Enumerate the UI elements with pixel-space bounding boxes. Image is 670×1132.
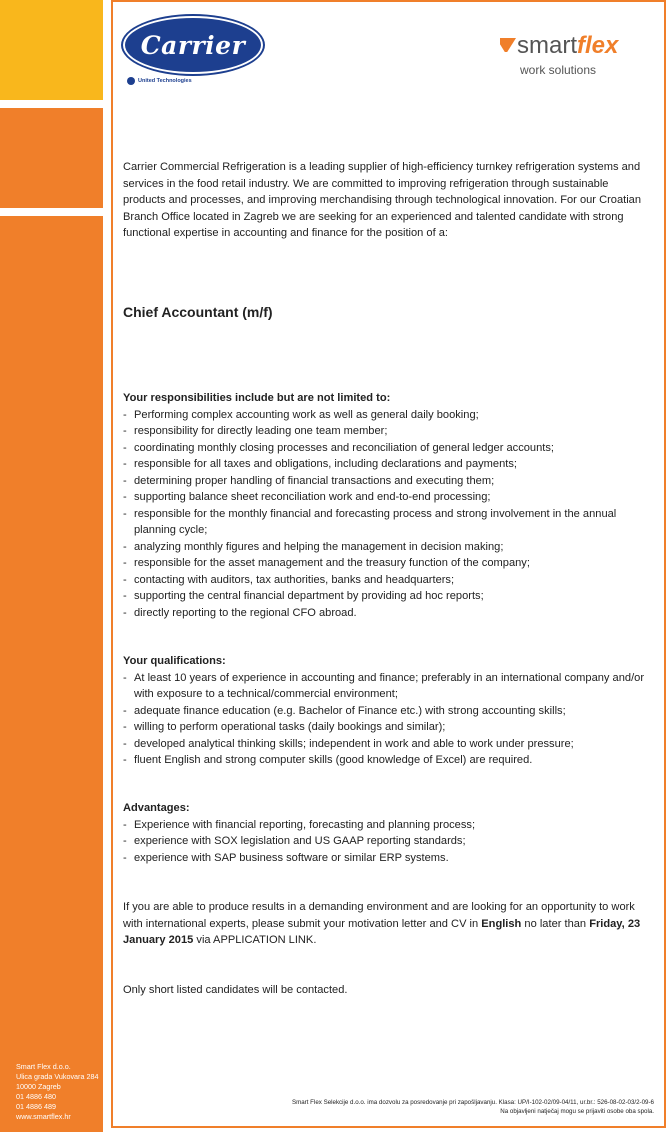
smartflex-logo [500, 32, 660, 80]
qualifications-section [123, 653, 651, 769]
qualifications-heading: Your qualifications: [123, 655, 226, 667]
qualifications-list [123, 670, 651, 769]
carrier-logo-text: Carrier [140, 30, 246, 60]
list-item: - Performing complex accounting work as well as general daily booking; [123, 407, 651, 424]
list-item: - supporting the central financial department by providing ad hoc reports; [123, 588, 651, 605]
list-item: - determining proper handling of financial transactions and executing them; [123, 473, 651, 490]
legal-notice [234, 1098, 654, 1116]
united-technologies-badge [127, 77, 192, 85]
responsibilities-section [123, 390, 651, 621]
list-item: - responsible for the asset management and the treasury function of the company; [123, 555, 651, 572]
closing-deadline: Friday, 23 January 2015 [123, 917, 641, 946]
list-item: - responsible for the monthly financial and forecasting process and strong involvement in the annual planning cycle; [123, 506, 651, 539]
list-item: - experience with SAP business software or similar ERP systems. [123, 850, 651, 867]
closing-section [123, 899, 651, 949]
company-address [16, 1062, 104, 1122]
website-link[interactable]: www.smartflex.hr [16, 1112, 71, 1121]
address-line: 01 4886 489 [16, 1102, 56, 1111]
closing-paragraph [123, 899, 651, 949]
closing-text-2: no later than [521, 917, 590, 930]
job-title: Chief Accountant (m/f) [123, 304, 273, 320]
smartflex-word-flex: flex [577, 32, 619, 59]
list-item: - responsible for all taxes and obligations, including declarations and payments; [123, 456, 651, 473]
responsibilities-heading: Your responsibilities include but are not limited to: [123, 392, 391, 404]
advantages-section [123, 800, 651, 866]
list-item: - adequate finance education (e.g. Bachelor of Finance etc.) with strong accounting skills; [123, 703, 651, 720]
address-line: Ulica grada Vukovara 284 [16, 1072, 99, 1081]
list-item: - supporting balance sheet reconciliation work and end-to-end processing; [123, 489, 651, 506]
ut-circle-icon [127, 77, 135, 85]
list-item: - developed analytical thinking skills; independent in work and able to work under pressure; [123, 736, 651, 753]
list-item: - willing to perform operational tasks (daily bookings and similar); [123, 719, 651, 736]
list-item: - contacting with auditors, tax authorities, banks and headquarters; [123, 572, 651, 589]
sidebar-yellow-block [0, 0, 103, 100]
shortlist-note-section [123, 982, 651, 999]
smartflex-mark-icon [500, 38, 516, 52]
advantages-heading: Advantages: [123, 802, 190, 814]
list-item: - fluent English and strong computer skills (good knowledge of Excel) are required. [123, 752, 651, 769]
closing-text-1: If you are able to produce results in a demanding environment and are looking for an opportunity to work with international experts, please submit your motivation letter and CV in [123, 901, 635, 930]
list-item: - coordinating monthly closing processes and reconciliation of general ledger accounts; [123, 440, 651, 457]
list-item: - responsibility for directly leading one team member; [123, 423, 651, 440]
sidebar-orange-block [0, 108, 103, 208]
closing-text-3: via APPLICATION LINK. [193, 934, 317, 946]
legal-line: Smart Flex Selekcije d.o.o. ima dozvolu za posredovanje pri zapošljavanju. Klasa: UP/I-102-02/09-04/11, ur.br.: 526-08-02-03/2-09-6 [291, 1099, 654, 1106]
address-line: 01 4886 480 [16, 1092, 56, 1101]
ut-text: United Technologies [138, 78, 192, 84]
advantages-list [123, 817, 651, 867]
carrier-oval [123, 16, 263, 74]
carrier-logo [123, 16, 261, 90]
smartflex-tagline: work solutions [520, 63, 597, 77]
list-item: - At least 10 years of experience in accounting and finance; preferably in an international company and/or with exposure to a technical/commercial environment; [123, 670, 651, 703]
address-line: Smart Flex d.o.o. [16, 1062, 71, 1071]
closing-language: English [481, 917, 522, 930]
list-item: - directly reporting to the regional CFO abroad. [123, 605, 651, 622]
sidebar-orange-column [0, 216, 103, 1132]
intro-paragraph: Carrier Commercial Refrigeration is a leading supplier of high-efficiency turnkey refrigeration systems and services in the food retail industry. We are committed to improving refrigeration through sustainable products and processes, and improving merchandising through technological innovation. For our Croatian Branch Office located in Zagreb we are seeking for an experienced and talented candidate with strong functional expertise in accounting and finance for the position of a: [123, 161, 642, 239]
shortlist-note: Only short listed candidates will be contacted. [123, 984, 348, 996]
smartflex-word-smart: smart [517, 32, 577, 59]
list-item: - analyzing monthly figures and helping the management in decision making; [123, 539, 651, 556]
legal-line: Na objavljeni natječaj mogu se prijaviti osobe oba spola. [500, 1108, 654, 1115]
address-line: 10000 Zagreb [16, 1082, 61, 1091]
intro-section [123, 159, 651, 242]
smartflex-wordmark [517, 34, 618, 58]
responsibilities-list [123, 407, 651, 622]
list-item: - experience with SOX legislation and US GAAP reporting standards; [123, 833, 651, 850]
list-item: - Experience with financial reporting, forecasting and planning process; [123, 817, 651, 834]
